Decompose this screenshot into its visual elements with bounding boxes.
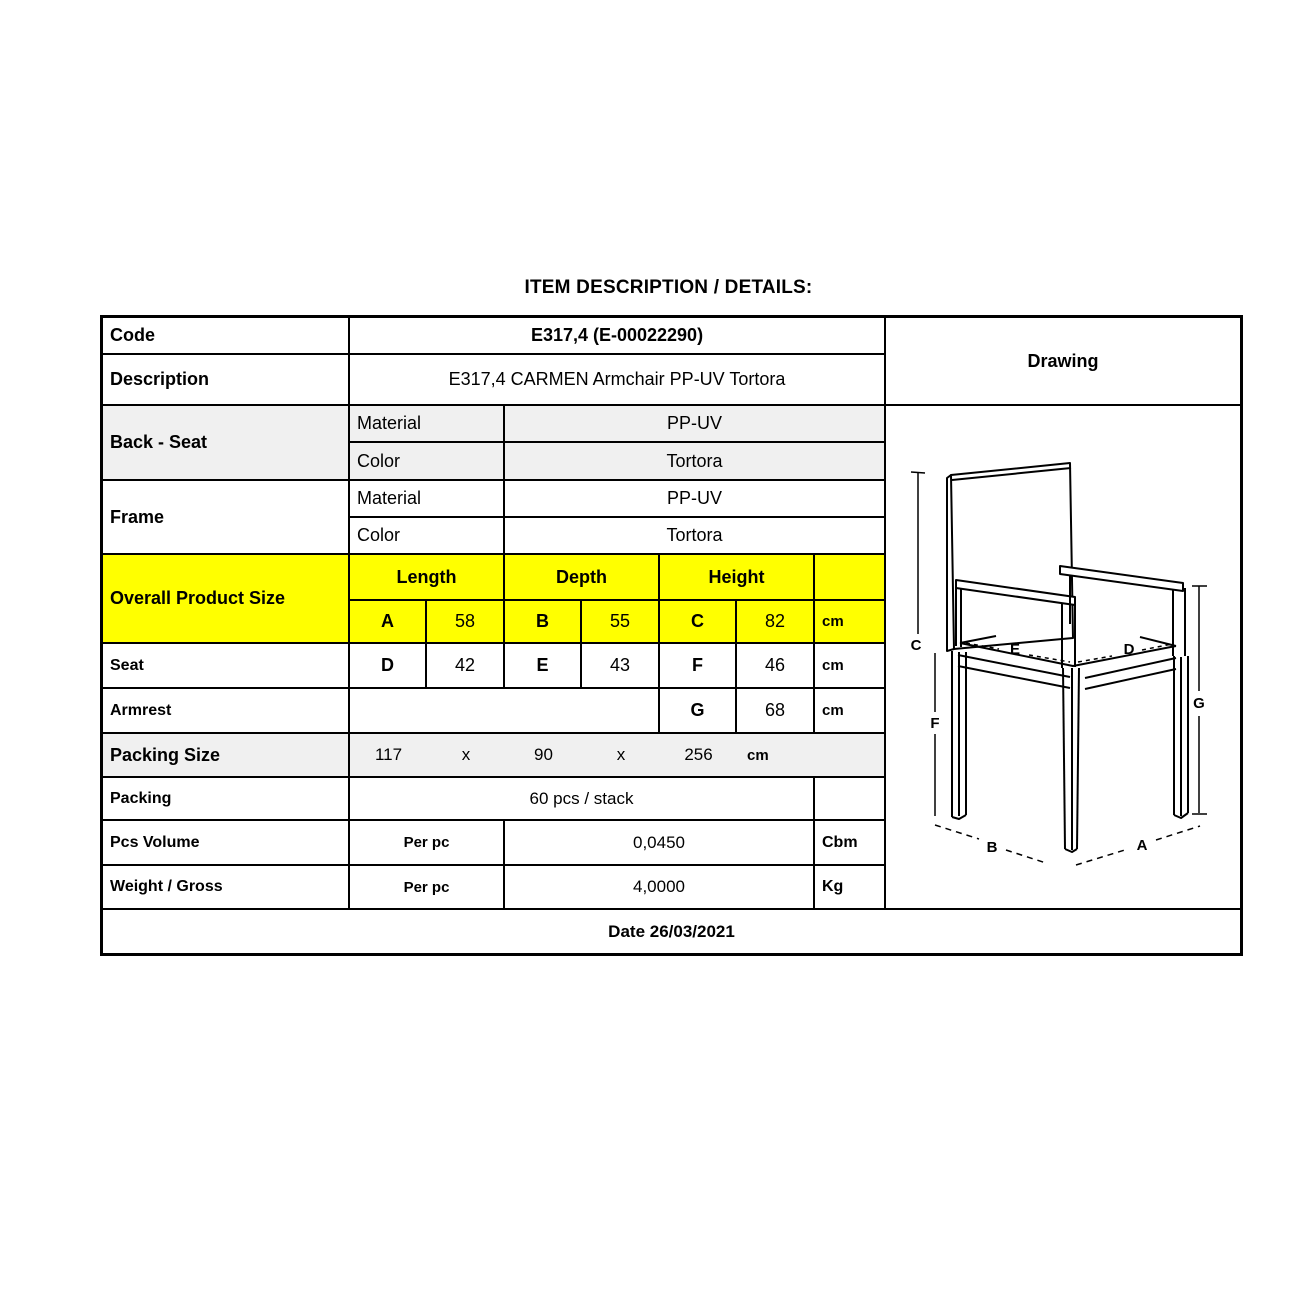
frame-color-label: Color xyxy=(350,518,505,555)
dim-g-label: G xyxy=(660,689,737,734)
dim-g-value: 68 xyxy=(737,689,815,734)
dim-d-value: 42 xyxy=(427,644,505,689)
dim-f-value: 46 xyxy=(737,644,815,689)
seat-label: Seat xyxy=(103,644,350,689)
code-label: Code xyxy=(103,318,350,355)
dim-f-label: F xyxy=(660,644,737,689)
drawing-label-a: A xyxy=(1136,837,1148,854)
packing-size-unit: cm xyxy=(747,746,769,764)
description-label: Description xyxy=(103,355,350,406)
weight-gross-value: 4,0000 xyxy=(505,866,815,910)
pcs-volume-per-pc: Per pc xyxy=(350,821,505,866)
drawing-label-e: E xyxy=(1009,641,1021,658)
drawing-label-d: D xyxy=(1123,641,1135,658)
packing-label: Packing xyxy=(103,778,350,821)
dim-c-label: C xyxy=(660,601,737,644)
packing-empty-cell xyxy=(815,778,886,821)
dim-c-value: 82 xyxy=(737,601,815,644)
pcs-volume-label: Pcs Volume xyxy=(103,821,350,866)
date-row: Date 26/03/2021 xyxy=(103,910,1240,953)
code-value: E317,4 (E-00022290) xyxy=(350,318,886,355)
overall-size-label: Overall Product Size xyxy=(103,555,350,644)
packing-size-width: 90 xyxy=(534,745,553,764)
overall-unit: cm xyxy=(815,601,886,644)
height-header: Height xyxy=(660,555,815,601)
pcs-volume-unit: Cbm xyxy=(815,821,886,866)
dim-e-value: 43 xyxy=(582,644,660,689)
drawing-header: Drawing xyxy=(886,318,1240,406)
armrest-unit: cm xyxy=(815,689,886,734)
spec-table xyxy=(100,315,1243,956)
length-header: Length xyxy=(350,555,505,601)
dim-b-label: B xyxy=(505,601,582,644)
page-title: ITEM DESCRIPTION / DETAILS: xyxy=(524,277,813,298)
drawing-label-g: G xyxy=(1193,695,1205,712)
depth-header: Depth xyxy=(505,555,660,601)
chair-drawing xyxy=(886,406,1240,910)
back-seat-label: Back - Seat xyxy=(103,406,350,481)
drawing-label-b: B xyxy=(986,839,998,856)
armrest-label: Armrest xyxy=(103,689,350,734)
back-seat-color-value: Tortora xyxy=(505,443,886,481)
drawing-label-c: C xyxy=(910,637,922,654)
description-value: E317,4 CARMEN Armchair PP-UV Tortora xyxy=(350,355,886,406)
packing-size-x2: x xyxy=(616,745,626,764)
dim-a-value: 58 xyxy=(427,601,505,644)
dim-e-label: E xyxy=(505,644,582,689)
back-seat-color-label: Color xyxy=(350,443,505,481)
packing-size-length: 117 xyxy=(374,745,403,764)
frame-label: Frame xyxy=(103,481,350,555)
drawing-cell xyxy=(886,406,1240,910)
frame-material-label: Material xyxy=(350,481,505,518)
packing-size-x1: x xyxy=(461,745,471,764)
size-header-unit-spacer xyxy=(815,555,886,601)
weight-gross-unit: Kg xyxy=(815,866,886,910)
packing-size-value xyxy=(350,734,886,778)
seat-unit: cm xyxy=(815,644,886,689)
dim-a-label: A xyxy=(350,601,427,644)
dim-d-label: D xyxy=(350,644,427,689)
packing-value: 60 pcs / stack xyxy=(350,778,815,821)
dim-b-value: 55 xyxy=(582,601,660,644)
back-seat-material-value: PP-UV xyxy=(505,406,886,443)
weight-gross-label: Weight / Gross xyxy=(103,866,350,910)
back-seat-material-label: Material xyxy=(350,406,505,443)
armrest-empty-cell xyxy=(350,689,660,734)
frame-material-value: PP-UV xyxy=(505,481,886,518)
pcs-volume-value: 0,0450 xyxy=(505,821,815,866)
drawing-label-f: F xyxy=(930,715,940,732)
packing-size-label: Packing Size xyxy=(103,734,350,778)
frame-color-value: Tortora xyxy=(505,518,886,555)
packing-size-height: 256 xyxy=(684,745,713,764)
weight-gross-per-pc: Per pc xyxy=(350,866,505,910)
